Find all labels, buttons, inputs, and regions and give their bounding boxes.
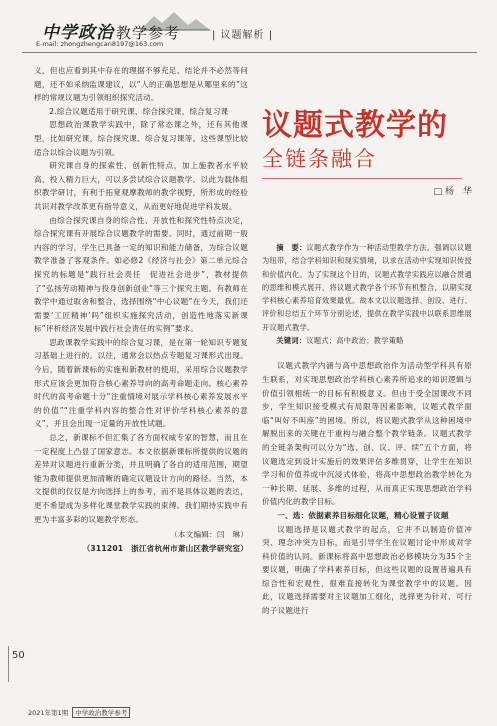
right-column bbox=[262, 64, 472, 618]
abstract-block bbox=[262, 241, 472, 347]
column-tag: | 议题解析 | bbox=[212, 30, 274, 41]
section-heading: 一、选：依据素养目标细化议题，精心设置子议题 bbox=[277, 510, 449, 520]
left-column bbox=[34, 64, 248, 555]
title-rule bbox=[262, 178, 462, 179]
header-email: E-mail: zhongzhengcan8197@163.com bbox=[36, 40, 164, 48]
left-paragraph: 思政课教学实践中的综合复习课，是在第一轮知识专题复习基础上进行的。以往，通常会以热点专题复习课形式出现。今后，随着新课标的实施和新教材的使用，采用综合议题教学形式应该会更加符合核心素养导向的高考命题走向。核心素养时代的高考命题十分“注重情境对展示学科核心素养发展水平的价值”“注重学科内容的整合性对评价学科核心素养的意义”，并且会出现一定量的开放性试题。 bbox=[34, 337, 248, 429]
page-number: 50 bbox=[12, 650, 25, 661]
keywords bbox=[262, 334, 472, 347]
keywords-text: 议题式；高中政治；教学策略 bbox=[306, 336, 404, 346]
author-address: （311201 浙江省杭州市萧山区教学研究室） bbox=[82, 543, 248, 553]
footer-journal: 中学政治教学参考 bbox=[72, 707, 130, 718]
article-author: □ 杨 华 bbox=[433, 187, 472, 197]
left-paragraph: 总之，新课标不但汇集了各方面权威专家的智慧，而且在一定程度上凸显了国家意志。本文依据新课标所提供的议题的差异对议题进行重新分类，并且明确了各自的适用范围，期望能为教师提供更加清晰的确定议题设计方向的路径。当然，本文提供的仅仅是方向选择上的参考，而不是具体议题的表达，更不希望成为多样化课堂教学实践的束缚。我们期待实践中有更为丰富多彩的议题教学形态。 bbox=[34, 433, 248, 524]
footer-issue: 2021年第1期 bbox=[28, 709, 69, 717]
page-footer bbox=[28, 707, 130, 718]
left-paragraph: 义，但也应看到其中存在的理据不够充足、结论并不必然等问题，还不如采纳监课建议，以“人的正确思想是从哪里来的”这样的常规议题为引领组织探究活动。 bbox=[34, 66, 248, 103]
editor-signature: （本文编辑：闫 琳） bbox=[170, 530, 248, 540]
brand-sub: 教学参考 bbox=[116, 24, 181, 42]
body-paragraph: 议题式教学内涵与高中思想政治作为活动型学科具有原生联系，对实现思想政治学科核心素养所追求的知识逻辑与价值引领相统一的目标有积极意义。但由于受全国课改不同步，学生知识接受模式有局限等因素影响，议题式教学面临“叫好不叫座”的困境。所以，将议题式教学从这种困境中解脱出来的关键在于重构与融合整个教学链条。议题式教学的全链条架构可以分为“选、创、议、评、续”五个方面，将议题选定到设计实施后的效果评估多维贯穿，让学生在知识学习和价值养成中沉浸式体验，将高中思想政治教学转化为一种长期、延展、多维的过程，从而真正实现思想政治学科价值内化的教学目标。 bbox=[262, 361, 472, 507]
left-paragraph: 由综合探究课自身的综合性、开放性和探究性特点决定，综合探究课有开展综合议题教学的需要。同时，通过前期一般内容的学习，学生已具备一定的知识和能力储备，为综合议题教学准备了客观条件。如必修2《经济与社会》第二单元综合探究的标题是“践行社会责任 促进社会进步”，教材提供了“弘扬劳动精神与投身创新创业”等三个探究主题。有教师在教学中通过取舍和整合，选择围绕“中心议题”在今天，我们还需要‘工匠精神’吗”组织实施探究活动，创造性地落实新课标“评析经济发展中践行社会责任的实例”要求。 bbox=[34, 215, 248, 334]
abstract bbox=[262, 241, 472, 334]
article-title: 议题式教学的 bbox=[262, 108, 448, 143]
left-paragraph: 研究课自身的探索性、创新性特点，加上施教者水平较高、投入精力巨大，可以多尝试综合议题教学。以此为载体组织教学研讨，有利于拓宽观摩教师的教学视野，所形成的经验共识对教学改革更有指导意义，从而更好地促进学科发展。 bbox=[34, 161, 248, 211]
page-header bbox=[22, 10, 477, 58]
brand-main: 中学政治 bbox=[42, 23, 114, 43]
left-paragraph: 思想政治课教学实践中，除了常态课之外，还有其他课型，比如研究课、综合探究课、综合复习课等。这些课型比较适合以综合议题为引领。 bbox=[34, 120, 248, 157]
page-number-rule bbox=[8, 646, 9, 682]
abstract-label: 摘 要： bbox=[276, 243, 307, 252]
keywords-label: 关键词： bbox=[276, 336, 307, 346]
article-subtitle: 全链条融合 bbox=[262, 147, 377, 171]
left-subheading: 2.综合议题适用于研究课、综合探究课、综合复习课 bbox=[49, 106, 229, 116]
header-rule bbox=[22, 52, 477, 53]
abstract-text: 议题式教学作为一种活动型教学方法，强调以议题为纽带，结合学科知识和现实情境，以求在活动中实现知识传授和价值内化。为了实现这个目的，议题式教学实践应以融合贯通的思维和模式展开，将议题式教学各个环节有机整合，以期实现学科核心素养培育效果最优。故本文以议题选择、创设、进行、评价和总结五个环节分别论述，提供在教学实践中以联系思维展开议题式教学。 bbox=[262, 243, 473, 332]
body-paragraph: 议题选择是议题式教学的起点，它并不以制造价值冲突、理念冲突为目标，而是引导学生在议题讨论中形成对学科价值的认同。新课标将高中思想政治必修模块分为35个主要议题，明确了学科素养目标，但这些议题的设置普遍具有综合性和宏观性，很难直接转化为课堂教学中的议题。因此，议题选择需要对主议题加工细化，选择更为针对、可行的子议题进行 bbox=[262, 524, 472, 616]
article-body bbox=[262, 359, 472, 617]
